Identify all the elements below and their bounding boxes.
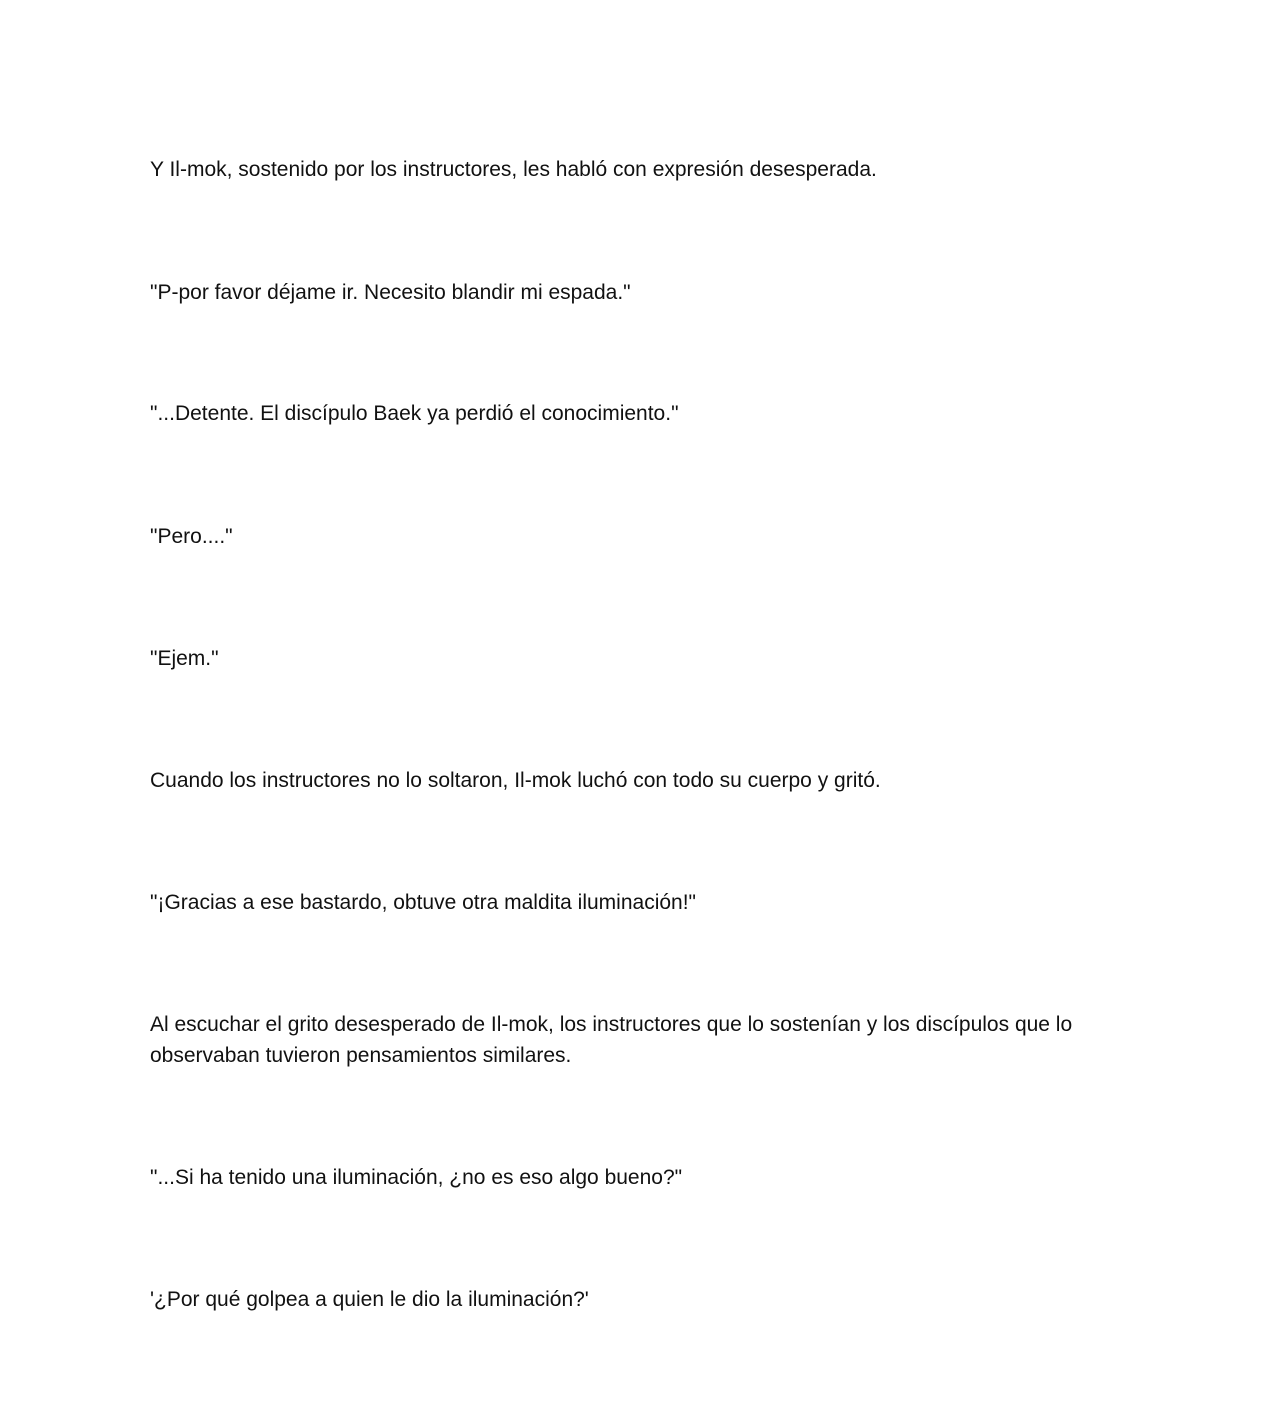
paragraph-dialogue-3: "Pero...." (150, 525, 233, 548)
paragraph-thought-1: '¿Por qué golpea a quien le dio la iluminación?' (150, 1288, 589, 1311)
paragraph-narration-1: Y Il-mok, sostenido por los instructores, les habló con expresión desesperada. (150, 158, 877, 181)
paragraph-dialogue-6: "...Si ha tenido una iluminación, ¿no es eso algo bueno?" (150, 1166, 683, 1189)
paragraph-narration-3: Al escuchar el grito desesperado de Il-mok, los instructores que lo sostenían y los discípulos que lo observaban tuvieron pensamientos similares. (150, 1013, 1073, 1067)
paragraph-dialogue-1: "P-por favor déjame ir. Necesito blandir mi espada." (150, 281, 631, 304)
paragraph-narration-2: Cuando los instructores no lo soltaron, Il-mok luchó con todo su cuerpo y gritó. (150, 769, 881, 792)
paragraph-dialogue-4: "Ejem." (150, 647, 219, 670)
paragraph-dialogue-2: "...Detente. El discípulo Baek ya perdió el conocimiento." (150, 402, 679, 425)
paragraph-dialogue-5: "¡Gracias a ese bastardo, obtuve otra maldita iluminación!" (150, 891, 697, 914)
